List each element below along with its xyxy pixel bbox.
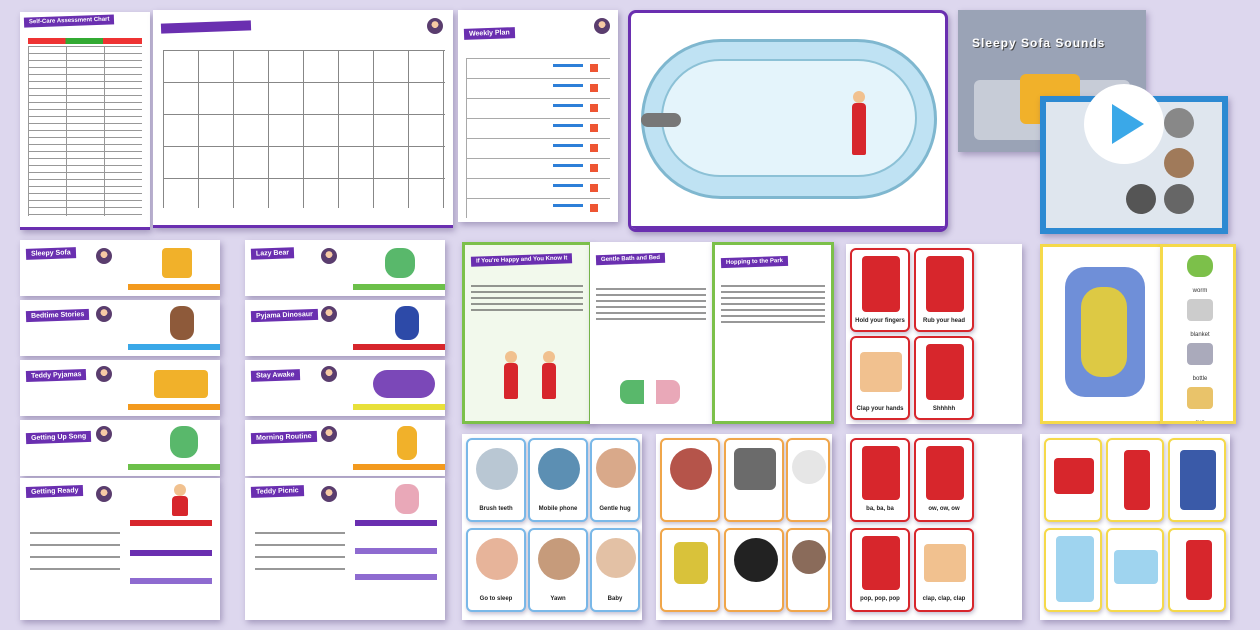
card-title: Getting Ready [26,485,84,498]
activity-card[interactable] [245,360,445,416]
avatar-icon [96,306,112,322]
activity-card-detail[interactable] [245,478,445,620]
weekly-plan-links [553,64,583,214]
toy-images [620,380,680,404]
weekly-plan-sheet[interactable] [458,10,618,222]
card-caption: Brush teeth [479,506,513,512]
card-color-strip [353,464,445,470]
avatar-icon [321,426,337,442]
toy-pig-image [395,484,419,514]
song-title: Gentle Bath and Bed [596,253,665,265]
weekly-plan-markers [590,64,598,214]
section-bar [130,550,212,556]
section-bar [355,574,437,580]
card-title: Bedtime Stories [26,309,90,322]
hero-image [926,446,964,500]
pyjama-image [1180,450,1216,510]
weekly-plan-title: Weekly Plan [464,27,515,40]
vocab-tile [1185,297,1215,338]
card-color-strip [128,344,220,350]
photo [596,538,636,578]
pyjama-top-image [1114,550,1158,584]
song-title: Hopping to the Park [721,256,788,268]
photo-card[interactable] [466,528,526,612]
avatar-icon [321,306,337,322]
card-caption: ba, ba, ba [866,506,894,512]
action-card[interactable] [850,336,910,420]
object-card[interactable] [660,438,720,522]
card-title: Teddy Picnic [251,485,304,498]
dinosaur-image [373,370,435,398]
hero-figure [168,484,192,518]
pyjama-top-image [1054,458,1094,494]
card-color-strip [353,344,445,350]
avatar-icon [594,18,610,34]
avatar-icon [96,248,112,264]
teddy-image [170,426,198,458]
sheet-footer [20,227,150,230]
microwave-photo [734,448,776,490]
card-caption: clap, clap, clap [922,596,966,602]
card-caption: Go to sleep [479,596,513,602]
card-caption: ow, ow, ow [928,506,960,512]
assessment-chart-sheet[interactable] [20,12,150,230]
photo [476,538,518,580]
activity-card[interactable] [20,240,220,296]
card-title: Pyjama Dinosaur [251,309,318,322]
sound-card[interactable] [914,528,974,612]
vacuum-photo [674,542,708,584]
card-color-strip [128,284,220,290]
object-card[interactable] [660,528,720,612]
chart-header-row [28,38,142,44]
action-card[interactable] [914,336,974,420]
action-card[interactable] [850,248,910,332]
object-card[interactable] [786,438,830,522]
photo-cards-sheet[interactable] [462,434,642,620]
child-image [170,306,194,340]
avatar-icon [321,486,337,502]
floating-hero-figure [849,91,869,161]
dump-truck-image [154,370,208,398]
photo [792,540,826,574]
planning-grid-sheet[interactable] [153,10,453,228]
pyjama-cards-sheet[interactable] [1040,434,1230,620]
vocab-label: cup [1195,420,1205,424]
photo [538,538,580,580]
activity-card[interactable] [245,420,445,476]
vocab-tile [1185,385,1215,424]
hero-image [862,536,900,590]
action-card[interactable] [914,248,974,332]
card-caption: Yawn [550,596,566,602]
hero-figure [539,351,559,401]
dinosaur-pattern [1081,287,1127,377]
object-cards-sheet[interactable] [656,434,832,620]
video-title: Sleepy Sofa Sounds [972,36,1106,50]
activity-card[interactable] [245,240,445,296]
photo-card[interactable] [590,528,640,612]
card-title: Teddy Pyjamas [26,369,87,382]
bath-inner [661,59,917,177]
photo-card[interactable] [528,438,588,522]
planning-grid [163,50,445,208]
teddy-image [385,248,415,278]
dinosaur-socks-sheet[interactable] [1040,244,1164,424]
avatar-icon [96,426,112,442]
vocab-tile [1185,341,1215,382]
card-title: Lazy Bear [251,247,294,259]
vocab-cards-sheet[interactable] [1160,244,1236,424]
sheet-title: Self-Care Assessment Chart [24,14,115,27]
avatar-icon [427,18,443,34]
pyjama-bottoms-image [1186,540,1212,600]
bath-scene-sheet[interactable] [628,10,948,232]
action-card-sheet[interactable] [846,244,1022,424]
card-color-strip [128,404,220,410]
hands-image [924,544,966,582]
section-bar [355,548,437,554]
activity-card[interactable] [245,300,445,356]
child-image [395,306,419,340]
pyjama-card[interactable] [1044,438,1102,522]
hero-fingers-image [862,256,900,312]
card-caption: Gentle hug [599,506,631,512]
hero-head-image [926,256,964,312]
sound-card[interactable] [850,528,910,612]
pyjama-card[interactable] [1168,528,1226,612]
toilet-photo [792,450,826,484]
section-bar [130,578,212,584]
object-card[interactable] [786,528,830,612]
sheet-footer [153,225,453,228]
sound-card[interactable] [914,438,974,522]
pyjama-bottoms-image [1124,450,1150,510]
sheet-title-band [161,20,251,33]
pyjama-card[interactable] [1106,528,1164,612]
hero-figure [501,351,521,401]
hero-quiet-image [926,344,964,400]
section-bar [355,520,437,526]
photo [538,448,580,490]
toy-truck-image [162,248,192,278]
hero-image [862,446,900,500]
photo-card[interactable] [528,528,588,612]
card-title: Getting Up Song [26,431,92,444]
sheet-footer [631,226,945,229]
vocab-tile [1185,253,1215,294]
avatar-icon [96,366,112,382]
vocab-label: bottle [1192,376,1208,382]
sound-photo [1164,148,1194,178]
card-title: Stay Awake [251,369,300,382]
card-caption: Hold your fingers [855,318,905,324]
vocab-label: blanket [1190,332,1210,338]
sound-action-sheet[interactable] [846,434,1022,620]
sound-photo [1164,184,1194,214]
bath-plug-icon [641,113,681,127]
card-caption: Baby [607,596,623,602]
sound-card[interactable] [850,438,910,522]
card-title: Morning Routine [251,431,317,444]
giraffe-image [397,426,417,460]
card-caption: Mobile phone [538,506,578,512]
vocab-label: worm [1192,288,1208,294]
section-bar [130,520,212,526]
card-color-strip [353,284,445,290]
dressing-gown-image [1056,536,1094,602]
card-caption: Shhhhh [932,406,956,412]
song-sheet[interactable] [712,242,834,424]
avatar-icon [96,486,112,502]
card-caption: pop, pop, pop [860,596,900,602]
pyjama-card[interactable] [1044,528,1102,612]
weekly-plan-table [466,58,610,218]
activity-card[interactable] [20,300,220,356]
pyjama-card[interactable] [1106,438,1164,522]
play-button[interactable] [1084,84,1164,164]
activity-card-detail[interactable] [20,478,220,620]
sound-photo [1164,108,1194,138]
play-icon [1112,104,1144,144]
object-card[interactable] [724,438,784,522]
activity-card[interactable] [20,360,220,416]
photo-card[interactable] [590,438,640,522]
photo-card[interactable] [466,438,526,522]
song-title: If You're Happy and You Know It [471,253,573,267]
object-card[interactable] [724,528,784,612]
pyjama-card[interactable] [1168,438,1226,522]
chart-grid [28,46,142,216]
song-sheet[interactable] [590,242,712,424]
card-color-strip [128,464,220,470]
card-title: Sleepy Sofa [26,247,76,260]
card-color-strip [353,404,445,410]
card-caption: Clap your hands [856,406,904,412]
avatar-icon [321,366,337,382]
photo [476,448,518,490]
card-caption: Rub your head [922,318,965,324]
dark-photo [734,538,778,582]
hands-image [860,352,902,392]
photo [670,448,712,490]
activity-card[interactable] [20,420,220,476]
photo [596,448,636,488]
sound-photo [1126,184,1156,214]
avatar-icon [321,248,337,264]
song-sheet[interactable] [462,242,592,424]
